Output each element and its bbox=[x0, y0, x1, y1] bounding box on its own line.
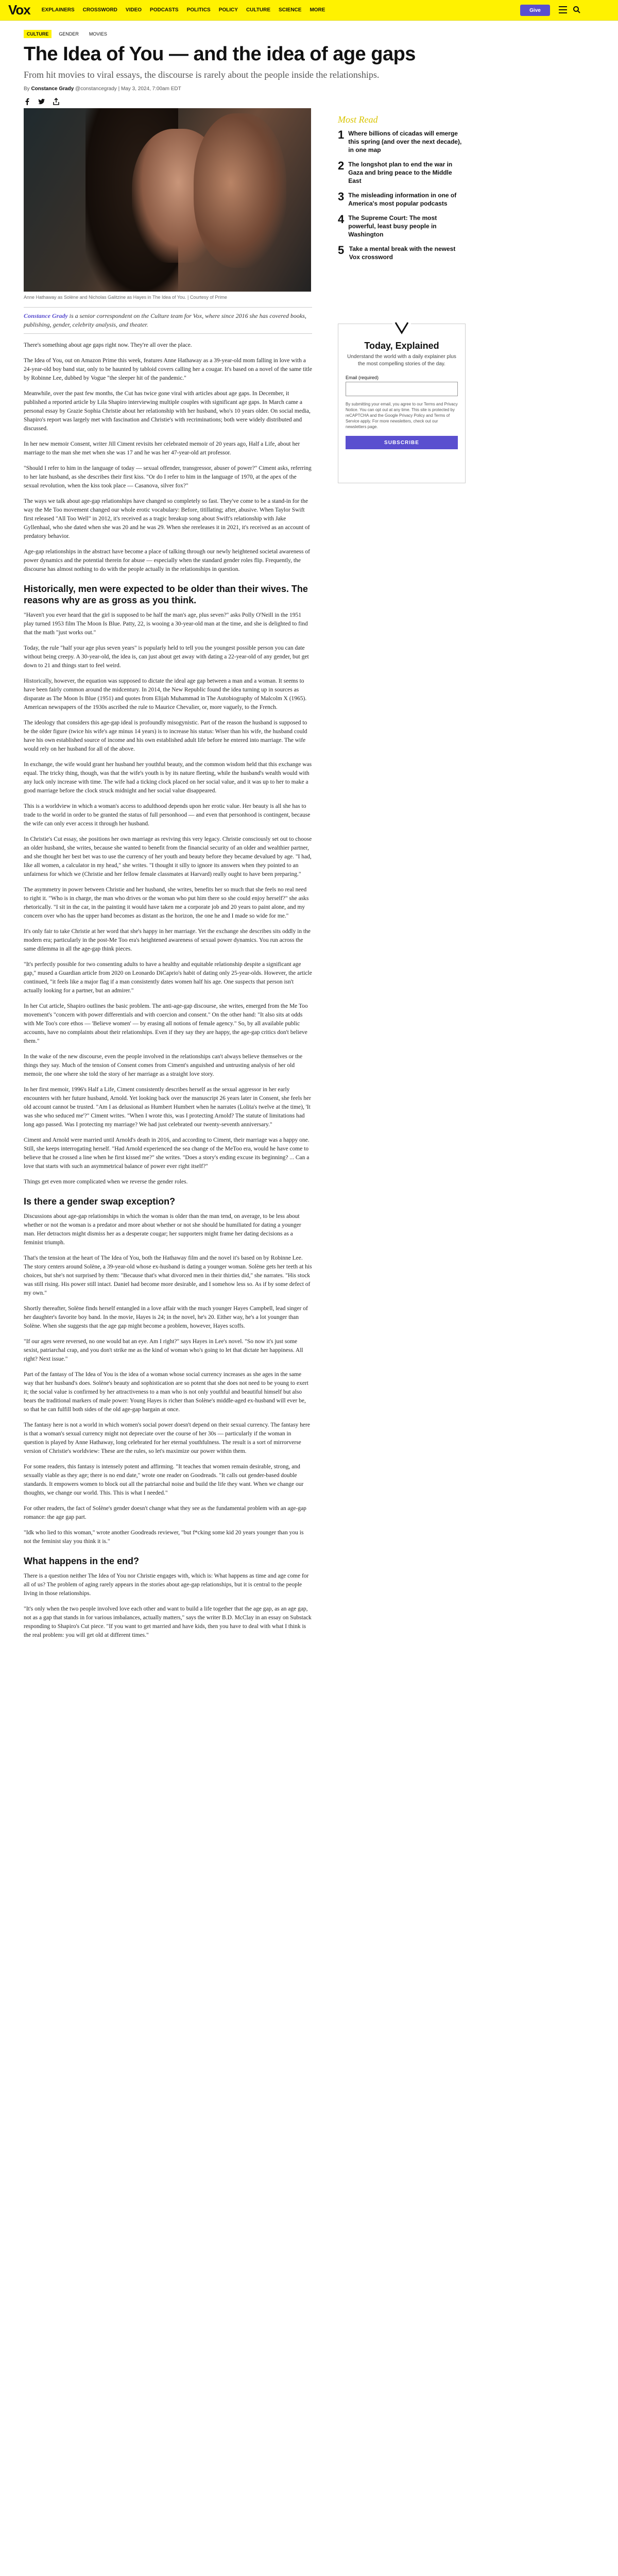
paragraph: Discussions about age-gap relationships in which the woman is older than the man tend, on average, to be less about whether or not the woman is a predator and more about whether or not she should be humiliated for dating a younger man. Her detractors might dismiss her as a desperate cougar; her supporters might frame her dating decisions as a feminist triumph. bbox=[24, 1213, 301, 1246]
top-navigation-bar bbox=[0, 0, 618, 21]
paragraph: Historically, however, the equation was supposed to dictate the ideal age gap between a man and a woman. It seems to have been fairly common around the midcentury. In 2014, the New Republic found the idea turning up in sources as disparate as The Moon Is Blue (1951) and quotes from Elijah Muhammad in The Autobiography of Malcolm X (1965). American newspapers of the 1930s ascribed the rule to Maurice Chevalier, or, more vaguely, to the French. bbox=[24, 678, 307, 710]
paragraph: "If our ages were reversed, no one would bat an eye. Am I right?" says Hayes in Lee's novel. "So now it's just some sexist, patriarchal crap, and you don't strike me as the kind of woman who's going to let that dictate her happiness. All right? Next issue." bbox=[24, 1338, 303, 1362]
most-read-number: 1 bbox=[338, 128, 345, 141]
image-caption: Anne Hathaway as Solène and Nicholas Galitzine as Hayes in The Idea of You. | Courtesy of Prime bbox=[24, 295, 227, 300]
newsletter-title: Today, Explained bbox=[364, 341, 439, 351]
most-read-headline[interactable]: The misleading information in one of America's most popular podcasts bbox=[348, 192, 457, 207]
tag-gender[interactable]: GENDER bbox=[59, 31, 79, 37]
hamburger-menu-icon[interactable] bbox=[559, 6, 567, 13]
paragraph: Shortly thereafter, Solène finds herself entangled in a love affair with the much younger Hayes Campbell, lead singer of her daughter's favorite boy band. In the movie, Hayes is 24; in the novel, he's 20. Either way, he's a lot younger than Solène. When she suggests that the age gap might become a problem, however, Hayes scoffs. bbox=[24, 1306, 308, 1329]
paragraph: The ways we talk about age-gap relationships have changed so completely so fast. They've come to be a stand-in for the way the Me Too movement changed our whole erotic vocabulary: Before, titillating; after, abusive. When Taylor Swift first released "All Too Well" in 2012, it's received as a tragic breakup song about Swift's relationship with Jake Gyllenhaal, who she dated when she was 20 and he was 29. When she rereleases it in 2021, it's received as an account of predatory behavior. bbox=[24, 498, 310, 539]
tag-list bbox=[24, 30, 467, 38]
author-link[interactable]: Constance Grady bbox=[31, 86, 74, 92]
newsletter-description: Understand the world with a daily explainer plus the most compelling stories of the day. bbox=[347, 354, 456, 367]
article-body bbox=[24, 307, 312, 1647]
nav-item-explainers[interactable]: EXPLAINERS bbox=[41, 7, 75, 13]
paragraph: The asymmetry in power between Christie and her husband, she writes, benefits her so much that she feels no real need to right it. "Who is in charge, the man who drives or the woman who put him there so she could enjoy herself?" she asks rhetorically. "I sit in the car, in the painting it would have taken me a corporate job and 20 years to paint alone, and my concern over who has the upper hand becomes as distant as the horizon, the one he and I made so wide for me." bbox=[24, 887, 309, 919]
hero-image bbox=[24, 108, 311, 292]
newsletter-legal-text: By submitting your email, you agree to our Terms and Privacy Notice. You can opt out at any time. This site is protected by reCAPTCHA and the Google Privacy Policy and Terms of Service apply. For more newsletters, check out our newsletters page. bbox=[346, 402, 458, 429]
paragraph: "Haven't you ever heard that the girl is supposed to be half the man's age, plus seven?" asks Polly O'Neill in the 1951 play turned 1953 film The Moon Is Blue. Patty, 22, is wooing a 30-year-old man at the time, and she is delighted to find that the math "just works out." bbox=[24, 612, 308, 636]
paragraph: Meanwhile, over the past few months, the Cut has twice gone viral with articles about age gaps. In December, it published a reported article by Lila Shapiro interviewing multiple couples with significant age gaps. In March came a personal essay by Grazie Sophia Christie about her relationship with her husband, who's 10 years older. On social media, Shapiro's report was largely met with fascination and Christie's with recriminations; both were widely distributed and discussed. bbox=[24, 391, 311, 432]
nav-item-more[interactable]: MORE bbox=[310, 7, 325, 13]
vox-logo[interactable]: Vox bbox=[8, 2, 30, 18]
twitter-icon[interactable] bbox=[38, 98, 45, 105]
most-read-number: 3 bbox=[338, 190, 345, 203]
author-note-text: is a senior correspondent on the Culture team for Vox, where since 2016 she has covered books, publishing, gender, celebrity analysis, and theater. bbox=[24, 312, 306, 328]
nav-item-culture[interactable]: CULTURE bbox=[246, 7, 270, 13]
most-read-item[interactable] bbox=[338, 160, 466, 185]
tag-movies[interactable]: MOVIES bbox=[89, 31, 107, 37]
nav-item-science[interactable]: SCIENCE bbox=[278, 7, 302, 13]
email-label: Email (required) bbox=[346, 375, 379, 380]
paragraph: "Should I refer to him in the language of today — sexual offender, transgressor, abuser of power?" Ciment asks, referring to her late husband, as she describes their first kiss. "Or do I refer to him in the language of 1970, at the apex of the sexual revolution, when the kiss took place — Casanova, silver fox?" bbox=[24, 465, 312, 489]
paragraph: "It's perfectly possible for two consenting adults to have a healthy and equitable relationship despite a significant age gap," mused a Guardian article from 2020 on Leonardo DiCaprio's habit of dating only 25-year-olds. However, the article continued, "it feels like a major flag if a man consistently dates women half his age. One suspects that person isn't actually looking for a partner, but an admirer." bbox=[24, 961, 312, 994]
paragraph: This is a worldview in which a woman's access to adulthood depends upon her erotic value. Her beauty is all she has to trade to the world in order to be granted the status of full personhood — and even that personhood is contingent, because the wife can only ever access it through her husband. bbox=[24, 803, 311, 827]
paragraph: The Idea of You, out on Amazon Prime this week, features Anne Hathaway as a 39-year-old mom falling in love with a 24-year-old boy band star, only to be haunted by tabloid covers calling her a cougar. It's based on a novel of the same title by Robinne Lee, dubbed by Vogue "the sleeper hit of the pandemic." bbox=[24, 358, 312, 381]
most-read-item[interactable] bbox=[338, 214, 466, 239]
paragraph: "It's only when the two people involved love each other and want to build a life together that the age gap, as an age gap, not as a gap that stands in for various imbalances, actually matters," says the writer B.D. McClay in an essay on Substack responding to Shapiro's Cut piece. "If you want to get married and have kids, then you have to deal with what I think is the real problem: you will get old at different times." bbox=[24, 1606, 312, 1638]
paragraph: In Christie's Cut essay, she positions her own marriage as reviving this very legacy. Christie consciously set out to choose an older husband, she writes, because she wanted to benefit from the financial security of an older and wealthier partner, and she thought her best bet was to use the currency of her youth and beauty before they became devalued by age. "I had, like all women, a calculator in my head," she writes. "I thought it silly to ignore its answers when they pointed to an unfairness for which we (Christie and her fellow female classmates at Harvard) really ought to have been preparing." bbox=[24, 836, 312, 877]
most-read-module bbox=[338, 114, 466, 267]
subheading: Historically, men were expected to be older than their wives. The reasons why are as gross as you think. bbox=[24, 584, 308, 605]
vox-v-icon bbox=[392, 320, 411, 335]
search-icon[interactable] bbox=[573, 6, 581, 14]
share-icon[interactable] bbox=[53, 98, 60, 105]
paragraph: In exchange, the wife would grant her husband her youthful beauty, and the common wisdom held that this exchange was equal. The tricky thing, though, was that the wife's youth is by its nature fleeting, while the husband's wealth would with any luck only increase with time. The wife had a ticking clock placed on her social value, and it was up to her to make a good marriage before the clock struck midnight and her social value disappeared. bbox=[24, 761, 312, 794]
most-read-headline[interactable]: The longshot plan to end the war in Gaza and bring peace to the Middle East bbox=[348, 161, 453, 184]
paragraph: For some readers, this fantasy is intensely potent and affirming. "It teaches that women remain desirable, strong, and sexually viable as they age; there is no end date," wrote one reader on Goodreads. "It calls out gender-based double standards. It empowers women to block out all the patriarchal noise and build the life they want. When we change our thoughts, we change our world. This. This is what I needed." bbox=[24, 1464, 304, 1496]
paragraph: There is a question neither The Idea of You nor Christie engages with, which is: What happens as time and age come for all of us? The problem of aging rarely appears in the stories about age-gap relationships, but it is central to the people living in those relationships. bbox=[24, 1573, 309, 1597]
most-read-headline[interactable]: Where billions of cicadas will emerge this spring (and over the next decade), in one map bbox=[348, 130, 462, 154]
most-read-number: 2 bbox=[338, 159, 345, 172]
facebook-icon[interactable] bbox=[24, 98, 31, 105]
share-bar bbox=[24, 98, 467, 105]
headline: The Idea of You — and the idea of age gaps bbox=[24, 43, 416, 65]
most-read-number: 4 bbox=[338, 213, 345, 226]
author-note bbox=[24, 307, 312, 334]
byline-prefix: By bbox=[24, 86, 30, 92]
paragraph: Things get even more complicated when we reverse the gender roles. bbox=[24, 1179, 188, 1185]
give-button[interactable]: Give bbox=[520, 5, 550, 16]
paragraph: In her Cut article, Shapiro outlines the basic problem. The anti-age-gap discourse, she writes, emerged from the Me Too movement's "concern with power differentials and with coercion and consent." On the other hand: "It also sits at odds with Me Too's core ethos — 'Believe women' — by erasing all notions of female agency." So, by all available public accounts, have no complaints about their relationships. Even if they say they are happy, the age-gap critics don't believe them." bbox=[24, 1003, 308, 1044]
author-handle[interactable]: @constancegrady bbox=[75, 86, 117, 92]
paragraph: "Idk who lied to this woman," wrote another Goodreads reviewer, "but f*cking some kid 20 years younger than you is not the feminist slay you think it is." bbox=[24, 1530, 304, 1545]
paragraph: That's the tension at the heart of The Idea of You, both the Hathaway film and the novel it's based on by Robinne Lee. The story centers around Solène, a 39-year-old whose ex-husband is dating a younger woman. Solène gets her teeth at his choices, but she's not surprised by them: "Because that's what divorced men in their thirties did," she narrates. "His stock was still rising. His power still intact. Daniel had become more desirable, and I somehow less so. As if by some defect of my own." bbox=[24, 1255, 312, 1296]
nav-item-policy[interactable]: POLICY bbox=[218, 7, 238, 13]
subheading: What happens in the end? bbox=[24, 1556, 139, 1566]
publish-date: May 3, 2024, 7:00am EDT bbox=[121, 86, 181, 92]
paragraph: The fantasy here is not a world in which women's social power doesn't depend on their sexual currency. The fantasy here is that a woman's sexual currency might not depreciate over the course of her 30s — particularly if the woman in question is played by Anne Hathaway, long celebrated for her eternal youthfulness. The result is a sort of mirrorverse version of Christie's worldview: These are the rules, so let's maximize our power within them. bbox=[24, 1422, 310, 1454]
subheading: Is there a gender swap exception? bbox=[24, 1196, 176, 1207]
main-nav bbox=[42, 7, 325, 13]
most-read-number: 5 bbox=[338, 244, 345, 257]
tag-culture[interactable]: CULTURE bbox=[24, 30, 52, 38]
newsletter-signup bbox=[338, 324, 466, 483]
paragraph: In her first memoir, 1996's Half a Life, Ciment consistently describes herself as the sexual aggressor in her early encounters with her future husband, Arnold. Yet looking back over the manuscript 26 years later in Consent, she feels her old account cannot be trusted. "Am I as delusional as Humbert Humbert when he narrates (Lolita's twelve at the time), 'It was she who seduced me'?" Ciment writes. "When I wrote this, was I protecting Arnold? The statute of limitations had long ago passed. Was I protecting my marriage? We had just celebrated our twenty-seventh anniversary." bbox=[24, 1087, 311, 1128]
paragraph: Ciment and Arnold were married until Arnold's death in 2016, and according to Ciment, their marriage was a happy one. Still, she keeps interrogating herself. "Had Arnold experienced the sea change of the MeToo era, would he have come to believe that he crossed a line when he first kissed me?" she writes. "Does a story's ending excuse its beginning? ... Can a love that starts with such an asymmetrical balance of power ever right itself?" bbox=[24, 1137, 310, 1170]
email-input[interactable] bbox=[346, 382, 458, 396]
most-read-headline[interactable]: The Supreme Court: The most powerful, least busy people in Washington bbox=[348, 214, 437, 238]
nav-item-politics[interactable]: POLITICS bbox=[186, 7, 211, 13]
article-header bbox=[24, 30, 467, 105]
nav-item-podcasts[interactable]: PODCASTS bbox=[150, 7, 179, 13]
paragraph: In the wake of the new discourse, even the people involved in the relationships can't always believe themselves or the things they say. Much of the tension of Consent comes from Ciment's anguished and untrusting analysis of her old memoir, the one where she told the story of her marriage as a straight love story. bbox=[24, 1054, 303, 1077]
most-read-item[interactable] bbox=[338, 191, 466, 208]
paragraph: There's something about age gaps right now. They're all over the place. bbox=[24, 342, 192, 348]
nav-item-crossword[interactable]: CROSSWORD bbox=[82, 7, 117, 13]
paragraph: In her new memoir Consent, writer Jill Ciment revisits her celebrated memoir of 20 years ago, Half a Life, about her marriage to the man she met when she was 17 and he was her 47-year-old art professor. bbox=[24, 441, 300, 456]
paragraph: It's only fair to take Christie at her word that she's happy in her marriage. Yet the exchange she describes sits oddly in the modern era; particularly in the post-Me Too era's heightened awareness of sexual power dynamics. You run across the same dilemma in all the age-gap think pieces. bbox=[24, 928, 311, 952]
author-note-name[interactable]: Constance Grady bbox=[24, 312, 68, 319]
paragraph: The ideology that considers this age-gap ideal is profoundly misogynistic. Part of the reason the husband is supposed to be the older figure (twice his wife's age minus 14 years) is to increase his status: Wiser than his wife, the husband could have his own established source of income and his own established adult life before he entered into marriage. The wife would rely on her husband for all of the above. bbox=[24, 720, 307, 752]
nav-item-video[interactable]: VIDEO bbox=[125, 7, 142, 13]
most-read-item[interactable] bbox=[338, 245, 466, 261]
subscribe-button[interactable]: SUBSCRIBE bbox=[346, 436, 458, 449]
paragraph: Age-gap relationships in the abstract have become a place of talking through our newly heightened societal awareness of power dynamics and the potential therein for abuse — especially when the standard gender roles flip. Frequently, the discourse has almost nothing to do with the people actually in the relationships in question. bbox=[24, 549, 310, 572]
byline: By Constance Grady @constancegrady | May 3, 2024, 7:00am EDT bbox=[24, 86, 181, 92]
dek: From hit movies to viral essays, the discourse is rarely about the people inside the relationships. bbox=[24, 70, 380, 80]
most-read-headline[interactable]: Take a mental break with the newest Vox crossword bbox=[349, 245, 456, 261]
paragraph: Part of the fantasy of The Idea of You is the idea of a woman whose social currency increases as she ages in the same way that her husband's does. Solène's beauty and sophistication are so potent that she does not need to be young to exert it; the social value is confirmed by her attractiveness to a man who is not only youthful and beautiful himself but also bears the traditional markers of male power: Young Hayes is richer than Solène's middle-aged ex-husband will ever be, so that he can fulfill both sides of the old age-gap bargain at once. bbox=[24, 1371, 308, 1413]
most-read-item[interactable] bbox=[338, 129, 466, 154]
paragraph: Today, the rule "half your age plus seven years" is popularly held to tell you the youngest possible person you can date without being creepy. A 30-year-old, the idea is, can just about get away with dating a 22-year-old of any gender, but get down to 21 and things start to feel weird. bbox=[24, 645, 309, 669]
most-read-title: Most Read bbox=[338, 114, 378, 125]
paragraph: For other readers, the fact of Solène's gender doesn't change what they see as the fundamental problem with an age-gap romance: the age gap part. bbox=[24, 1505, 306, 1520]
